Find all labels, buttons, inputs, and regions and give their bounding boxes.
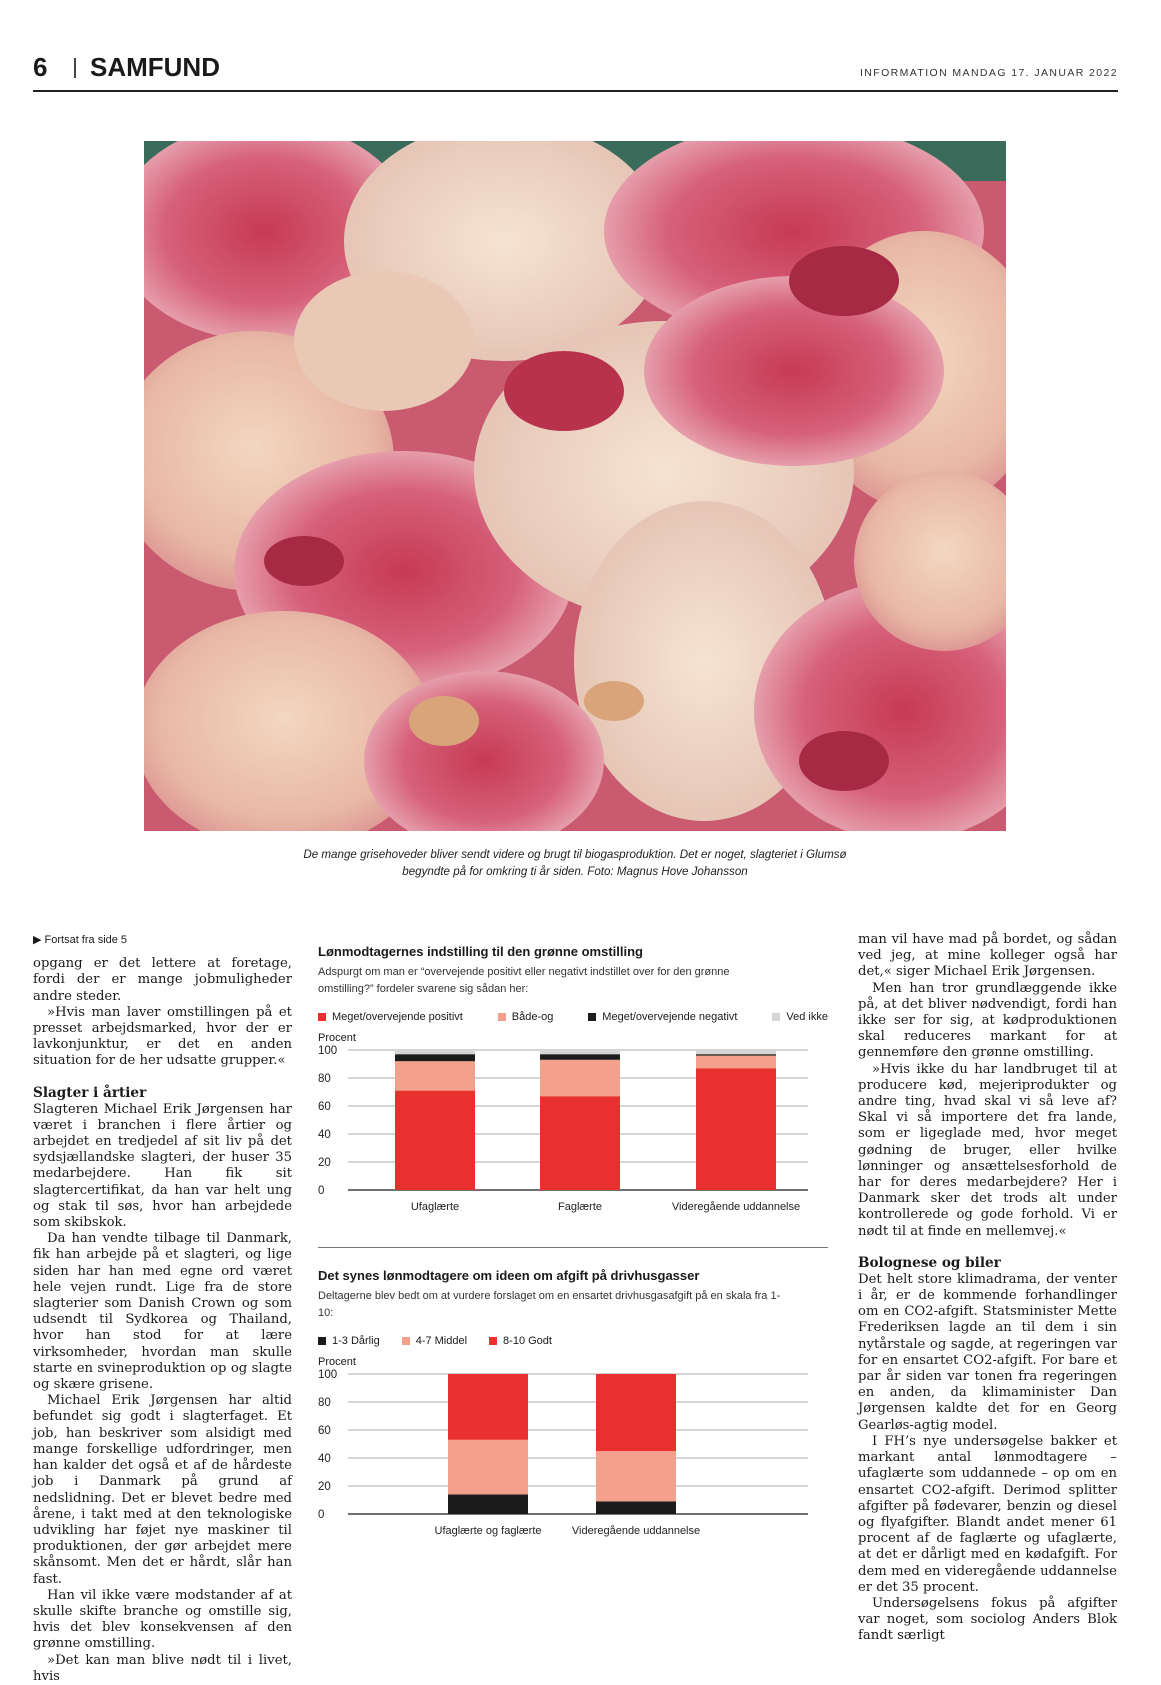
bar-segment	[696, 1054, 776, 1055]
paragraph: Han vil ikke være modstander af at skulle skifte branche og omstille sig, hvis det blev konsekvensen af den grønne omstilling.	[33, 1587, 292, 1652]
legend-item	[318, 1011, 463, 1023]
paragraph: Det helt store klimadrama, der venter i år, er de kommende forhandlinger om en CO2-afgift. Statsminister Mette Frederiksen lagde an til dem i sin nytårstale og sagde, at regeringen var for en ensartet CO2-afgift. For bare et par år siden var tonen fra regeringen en anden, da klimaminister Dan Jørgensen kaldte det for en Georg Gearløs-agtig model.	[858, 1271, 1117, 1433]
paragraph: »Det kan man blive nødt til i livet, hvis	[33, 1652, 292, 1684]
chart-divider	[318, 1247, 828, 1248]
legend-label: Ved ikke	[786, 1011, 828, 1023]
chart-green-transition	[318, 944, 828, 1229]
y-tick-label: 60	[318, 1425, 331, 1437]
caption-line-1: De mange grisehoveder bliver sendt videre og brugt til biogasproduktion. Det er noget, slagteriet i Glumsø	[303, 848, 847, 861]
chart-subtitle: Deltagerne blev bedt om at vurdere forslaget om en ensartet drivhusgasafgift på en skala fra 1-10:	[318, 1290, 781, 1319]
y-tick-label: 80	[318, 1397, 331, 1409]
photo-caption	[144, 846, 1006, 880]
chart-subtitle: Adspurgt om man er “overvejende positivt eller negativt indstillet over for den grønne omstilling?” fordeler svarene sig sådan her:	[318, 966, 730, 995]
bar-segment	[395, 1061, 475, 1090]
legend-label: 8-10 Godt	[503, 1335, 552, 1347]
y-tick-label: 40	[318, 1453, 331, 1465]
section-title: SAMFUND	[90, 52, 220, 82]
article-column-left	[33, 932, 292, 1685]
header-separator	[74, 58, 76, 78]
legend-swatch	[772, 1013, 780, 1021]
paragraph: Undersøgelsens fokus på afgifter var noget, som sociolog Anders Blok fandt særligt	[858, 1595, 1117, 1644]
continued-label: Fortsat fra side 5	[44, 934, 128, 946]
x-tick-label: Ufaglærte og faglærte	[434, 1525, 542, 1537]
legend-swatch	[402, 1337, 410, 1345]
x-tick-label: Videregående uddannelse	[571, 1525, 701, 1537]
caption-line-2: begyndte på for omkring ti år siden. Foto: Magnus Hove Johansson	[402, 865, 748, 878]
y-tick-label: 0	[318, 1509, 325, 1521]
paragraph: I FH’s nye undersøgelse bakker et markant antal lønmodtagere – ufaglærte som uddannede – op om en ensartet CO2-afgift. Derimod splitter afgifter på fødevarer, benzin og diesel og flyafgifter. Blandt andet mener 61 procent af de faglærte og ufaglærte, at det er dårligt med en kødafgift. For dem med en videregående uddannelse er det 35 procent.	[858, 1433, 1117, 1595]
legend-label: 1-3 Dårlig	[332, 1335, 380, 1347]
bar-segment	[395, 1050, 475, 1054]
bar-segment	[395, 1091, 475, 1190]
legend-item	[489, 1335, 552, 1347]
y-tick-label: 60	[318, 1101, 331, 1113]
chart-plot	[318, 1368, 828, 1548]
x-tick-label: Faglærte	[557, 1201, 603, 1213]
bar-segment	[540, 1060, 620, 1096]
legend-swatch	[588, 1013, 596, 1021]
chart-plot	[318, 1044, 828, 1224]
bar-segment	[696, 1068, 776, 1190]
legend-swatch	[318, 1013, 326, 1021]
subheading: Bolognese og biler	[858, 1254, 1001, 1271]
photo-illustration	[144, 141, 1006, 831]
paragraph: Slagteren Michael Erik Jørgensen har været i branchen i flere årtier og arbejdet en tredjedel af sit liv på det sydsjællandske slagteri, der huser 35 medarbejdere. Han fik sit slagtercertifikat, da han var helt ung og stak til søs, hvor han arbejdede som skibskok.	[33, 1101, 292, 1231]
triangle-icon: ▶	[33, 934, 45, 946]
page-number: 6	[33, 52, 48, 82]
dateline: INFORMATION MANDAG 17. JANUAR 2022	[859, 67, 1118, 79]
y-tick-label: 20	[318, 1157, 331, 1169]
bar-segment	[395, 1054, 475, 1061]
legend-item	[588, 1011, 737, 1023]
x-tick-label: Ufaglærte	[410, 1201, 460, 1213]
y-axis-label: Procent	[318, 1356, 356, 1368]
bar-segment	[540, 1096, 620, 1190]
legend-swatch	[318, 1337, 326, 1345]
chart-title: Lønmodtagernes indstilling til den grønne omstilling	[318, 944, 643, 959]
bar-segment	[696, 1050, 776, 1054]
paragraph: Michael Erik Jørgensen har altid befundet sig godt i slagterfaget. Et job, han beskriver som alsidigt med mange forskellige udfordringer, men han kalder det også et af de hårdeste job i Danmark på grund af nedslidning. Det er blevet bedre med årene, i takt med at den teknologiske udvikling har føjet nye maskiner til produktionen, der gør arbejdet mere skånsomt. Men det er hårdt, slår han fast.	[33, 1393, 292, 1587]
paragraph: Da han vendte tilbage til Danmark, fik han arbejde på et slagteri, og lige siden har han med egne ord været hele vejen rundt. Lige fra de store slagterier som Danish Crown og som udsendt til Sydkorea og Thailand, hvor han stod for at lære virksomheder, hvordan man skulle starte en svineproduktion op og slagte og skære grisene.	[33, 1231, 292, 1393]
bar-segment	[696, 1056, 776, 1069]
chart-greenhouse-tax	[318, 1268, 828, 1553]
y-tick-label: 40	[318, 1129, 331, 1141]
paragraph: man vil have mad på bordet, og sådan ved jeg, at mine kolleger også har det,« siger Michael Erik Jørgensen.	[858, 932, 1117, 980]
bar-segment	[448, 1440, 528, 1495]
y-axis-label: Procent	[318, 1032, 356, 1044]
bar-segment	[540, 1050, 620, 1054]
y-tick-label: 80	[318, 1073, 331, 1085]
paragraph: »Hvis man laver omstillingen på et presset arbejdsmarked, hvor der er lavkonjunktur, er det en anden situation for de her udsatte grupper.«	[33, 1004, 292, 1069]
continued-from	[33, 932, 292, 948]
page-header	[33, 52, 1118, 92]
legend-label: Meget/overvejende positivt	[332, 1011, 463, 1023]
article-column-right	[858, 932, 1117, 1645]
photo-pig-heads	[144, 141, 1006, 831]
chart-legend	[318, 1332, 828, 1350]
legend-label: 4-7 Middel	[415, 1335, 468, 1347]
chart-legend	[318, 1008, 828, 1026]
paragraph: Men han tror grundlæggende ikke på, at det bliver nødvendigt, fordi han ikke ser for sig, at kødproduktionen skal reduceres markant for at gennemføre den grønne omstilling.	[858, 980, 1117, 1061]
bar-segment	[448, 1374, 528, 1440]
paragraph: »Hvis ikke du har landbruget til at producere kød, mejeriprodukter og andre ting, hvad skal vi så leve af? Skal vi så importere det fra lande, som er ligeglade med, hvor meget gødning de bruger, eller hvilke lønninger og ansættelsesforhold de har for deres medarbejdere? Her i Danmark sker det trods alt under kontrollerede og gode forhold. Vi er nødt til at finde en mellemvej.«	[858, 1061, 1117, 1239]
paragraph: opgang er det lettere at foretage, fordi der er mange jobmuligheder andre steder.	[33, 956, 292, 1004]
y-tick-label: 0	[318, 1185, 325, 1197]
chart-title: Det synes lønmodtagere om ideen om afgift på drivhusgasser	[318, 1268, 700, 1283]
subheading: Slagter i årtier	[33, 1084, 147, 1101]
bar-segment	[540, 1054, 620, 1060]
legend-label: Både-og	[511, 1011, 554, 1023]
legend-swatch	[498, 1013, 506, 1021]
legend-item	[498, 1011, 554, 1023]
bar-segment	[596, 1501, 676, 1514]
x-tick-label: Videregående uddannelse	[671, 1201, 801, 1213]
y-tick-label: 100	[318, 1045, 338, 1057]
bar-segment	[596, 1374, 676, 1451]
bar-segment	[596, 1451, 676, 1501]
legend-label: Meget/overvejende negativt	[602, 1011, 738, 1023]
bar-segment	[448, 1494, 528, 1514]
legend-item	[318, 1335, 380, 1347]
legend-item	[402, 1335, 467, 1347]
y-tick-label: 100	[318, 1369, 338, 1381]
y-tick-label: 20	[318, 1481, 331, 1493]
legend-item	[772, 1011, 828, 1023]
legend-swatch	[489, 1337, 497, 1345]
